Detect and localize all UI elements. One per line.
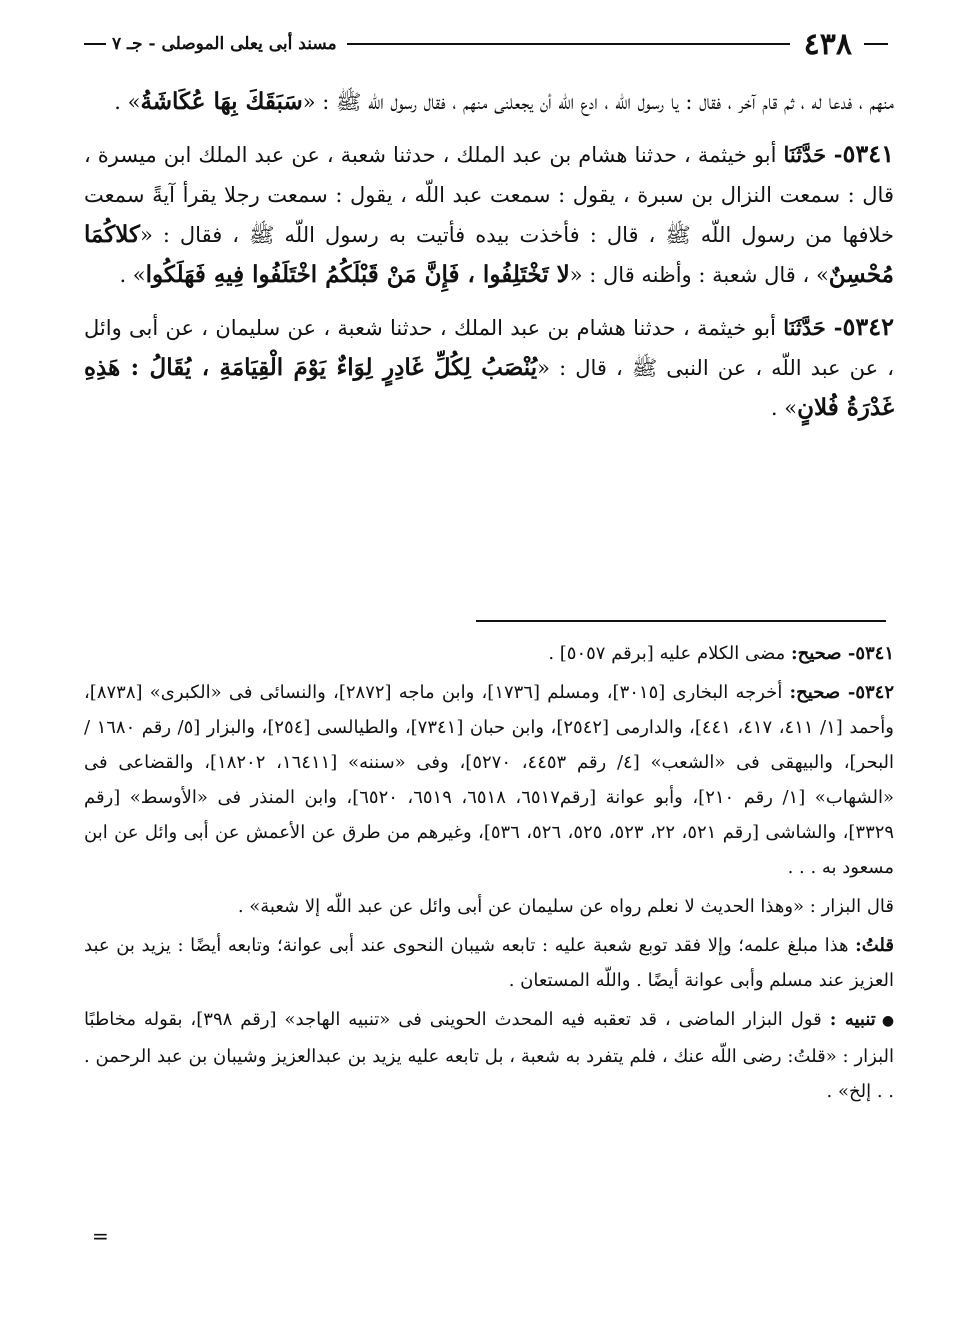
bazzar-quote: قال البزار : «وهذا الحديث لا نعلم رواه عن سليمان عن أبى وائل عن عبد اللّه إلا شعبة» . [237, 896, 894, 917]
main-text [84, 82, 894, 440]
qultu-text: هذا مبلغ علمه؛ وإلا فقد توبع شعبة عليه : تابعه شيبان النحوى عند أبى عوانة؛ وتابعه أيضًا : يزيد بن عبد العزيز عند مسلم وأبى عوانة أيضًا . واللّه المستعان . [84, 935, 894, 991]
footnote-5341 [84, 636, 894, 671]
header-dash-end [84, 43, 106, 45]
footnotes [84, 636, 894, 1113]
footnote-5342 [84, 675, 894, 885]
footnote-number: ٥٣٤١- صحيح: [790, 643, 894, 664]
header-rule [347, 43, 790, 45]
hadith-matn: يُنْصَبُ لِكُلِّ غَادِرٍ لِوَاءٌ يَوْمَ الْقِيَامَةِ ، يُقَالُ : هَذِهِ غَدْرَةُ فُلانٍ [84, 354, 894, 421]
hadith-isnad: أبو خيثمة ، حدثنا هشام بن عبد الملك ، حدثنا شعبة ، عن عبد الملك ابن ميسرة ، قال : سمعت النزال بن سبرة ، يقول : سمعت عبد اللّه ، يقول : سمعت رجلا يقرأ آيةً سمعت خلافها من رسول اللّه ﷺ ، قال : فأخذت بيده فأتيت به رسول اللّه ﷺ ، فقال : « [84, 143, 894, 247]
bullet-icon: ● [881, 1013, 895, 1029]
hadith-end: » . [770, 396, 798, 420]
hadith-text: » ، قال شعبة : وأظنه قال : « [569, 263, 829, 287]
hadith-matn: كلاكُمَا مُحْسِنٌ [84, 221, 894, 288]
header-dash [864, 43, 888, 45]
hadith-lead: - حَدَّثَنَا [783, 142, 843, 167]
continuation-mark: = [92, 1224, 109, 1248]
hadith-number: ٥٣٤١ [842, 139, 894, 168]
tanbih-lead: تنبيه : [829, 1009, 876, 1030]
footnote-text: مضى الكلام عليه [برقم ٥٠٥٧] . [548, 643, 791, 664]
hadith-lead: - حَدَّثَنَا [783, 315, 843, 340]
running-header [84, 26, 888, 62]
footnote-text: أخرجه البخارى [٣٠١٥]، ومسلم [١٧٣٦]، وابن ماجه [٢٨٧٢]، والنسائى فى «الكبرى» [٨٧٣٨]، وأحمد [١/ ٤١١، ٤١٧، ٤٤١]، والدارمى [٢٥٤٢]، وابن حبان [٧٣٤١]، والطيالسى [٢٥٤]، والبزار [٥/ رقم ١٦٨٠ / البحر]، والبيهقى فى «الشعب» [٤/ رقم ٤٤٥٣، ٥٢٧٠]، وفى «سننه» [١٦٤١١، ١٨٢٠٢]، والقضاعى فى «الشهاب» [١/ رقم ٢١٠]، وأبو عوانة [رقم٦٥١٧، ٦٥١٨، ٦٥١٩، ٦٥٢٠]، وابن المنذر فى «الأوسط» [رقم ٣٣٢٩]، والشاشى [رقم ٥٢١، ٢٢، ٥٢٣، ٥٢٥، ٥٢٦، ٥٣٦]، وغيرهم من طرق عن الأعمش عن أبى وائل عن ابن مسعود به . . . [84, 682, 895, 878]
qultu-lead: قلتُ: [855, 935, 894, 956]
hadith-number: ٥٣٤٢ [842, 312, 894, 341]
paragraph-text: منهم ، فدعا له ، ثم قام آخر ، فقال : يا رسول اللّه ، ادع اللّه أن يجعلنى منهم ، فقال رسول اللّه ﷺ : « [302, 90, 894, 114]
hadith-5341 [84, 134, 894, 295]
tanbih-text: قول البزار الماضى ، قد تعقبه فيه المحدث الحوينى فى «تنبيه الهاجد» [رقم ٣٩٨]، بقوله مخاطبًا البزار : «قلتُ: رضى اللّه عنك ، فلم يتفرد به شعبة ، بل تابعه عليه يزيد بن عبدالعزيز وشيبان بن عبد الرحمن . . . إلخ» . [84, 1009, 894, 1102]
hadith-end: » . [119, 263, 146, 287]
paragraph-continuation [84, 82, 894, 122]
book-title: مسند أبى يعلى الموصلى - جـ ٧ [112, 34, 337, 54]
hadith-matn: سَبَقَكَ بِهَا عُكَاشَةُ [140, 88, 303, 115]
qultu-note [84, 928, 894, 998]
hadith-matn: لا تَخْتَلِفُوا ، فَإِنَّ مَنْ قَبْلَكُمُ اخْتَلَفُوا فِيهِ فَهَلَكُوا [145, 261, 570, 288]
page-number: ٤٣٨ [803, 26, 852, 62]
footnote-number: ٥٣٤٢- صحيح: [789, 682, 895, 703]
paragraph-end: » . [114, 90, 141, 114]
hadith-5342 [84, 307, 894, 428]
hadith-isnad: أبو خيثمة ، حدثنا هشام بن عبد الملك ، حدثنا شعبة ، عن سليمان ، عن أبى وائل ، عن عبد اللّه ، عن النبى ﷺ ، قال : « [84, 316, 894, 380]
tanbih-note [84, 1002, 894, 1109]
footnote-divider [476, 620, 886, 622]
